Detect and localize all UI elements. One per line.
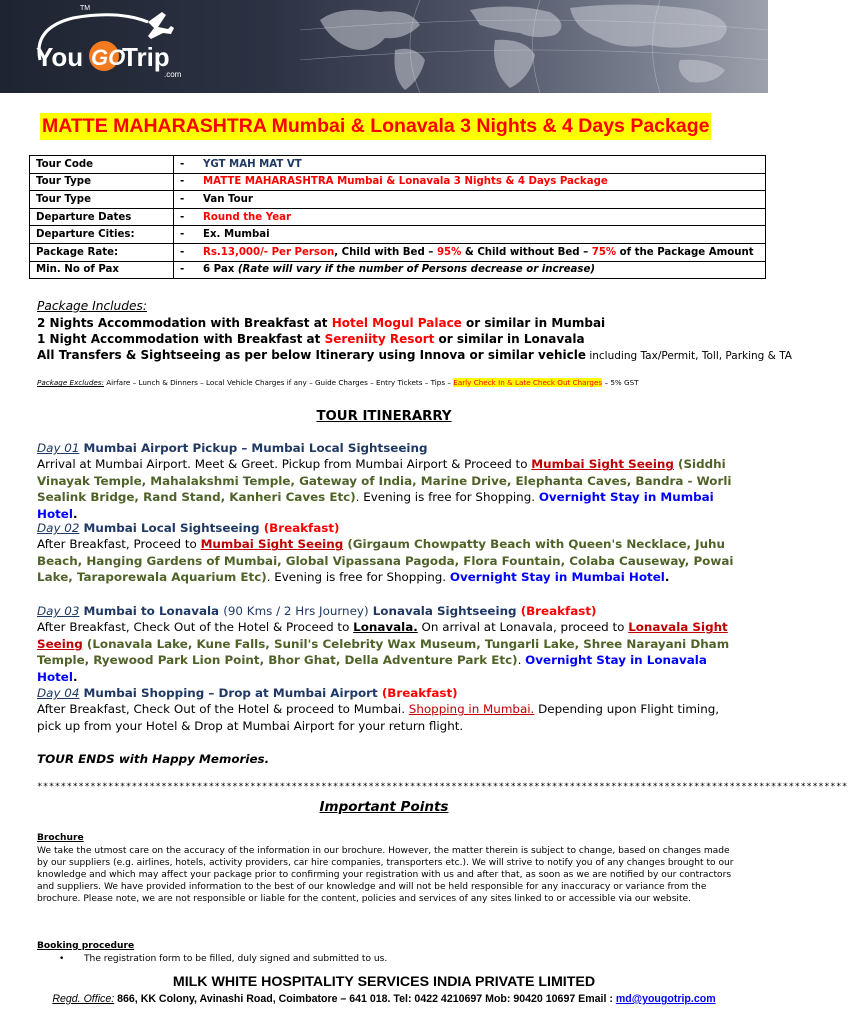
day-01-block <box>37 440 737 522</box>
include-line-1 <box>37 315 605 331</box>
company-name: MILK WHITE HOSPITALITY SERVICES INDIA PRIVATE LIMITED <box>172 974 596 990</box>
hotel-name: Sereniity Resort <box>324 332 435 346</box>
row-separator: - <box>174 173 198 191</box>
tour-type-value: Van Tour <box>197 191 766 209</box>
meal-info: (Breakfast) <box>381 686 458 700</box>
min-pax-value <box>197 261 766 279</box>
office-address: 866, KK Colony, Avinashi Road, Coimbatore – 641 018. Tel: 0422 4210697 Mob: 90420 10697 Email : <box>114 993 616 1005</box>
excludes-text: Airfare – Lunch & Dinners – Local Vehicle Charges if any – Guide Charges – Entry Tickets – Tips – <box>103 378 454 387</box>
row-separator: - <box>174 226 198 244</box>
row-key: Departure Dates <box>30 208 174 226</box>
booking-heading: Booking procedure <box>37 941 135 951</box>
include-line-3 <box>37 347 792 364</box>
day-text: After Breakfast, Proceed to <box>37 537 201 552</box>
day-text: . <box>72 506 78 521</box>
include-line-2 <box>37 331 585 347</box>
excludes-highlight: Early Check In & Late Check Out Charges <box>453 378 603 387</box>
rate-text: & Child without Bed – <box>461 246 592 258</box>
include-text: All Transfers & Sightseeing as per below Itinerary using Innova or similar vehicle <box>37 348 586 362</box>
day-text: On arrival at Lonavala, proceed to <box>417 620 629 635</box>
rate-text: , Child with Bed – <box>334 246 437 258</box>
excludes-line <box>37 378 639 387</box>
day-text: . Evening is free for Shopping. <box>266 570 450 585</box>
sightseeing-link[interactable]: Mumbai Sight Seeing <box>200 537 344 552</box>
brochure-heading: Brochure <box>37 833 84 843</box>
brochure-text: We take the utmost care on the accuracy of the information in our brochure. However, the matter therein is subject to change, based on changes made by our suppliers (e.g. airlines, hotels, activity providers, car hire companies, transporters etc.). We will strive to notify you of any changes brought to our knowledge and which may affect your package prior to confirming your registration with us and after that, as soon as we are notified by our contractors and suppliers. We have provided information to the best of our knowledge and will not be held responsible for any inaccuracy or variance from the brochure. Please note, we are not responsible or liable for the content, policies and services of any sites linked to or accessible via our website. <box>37 846 734 905</box>
day-text: . <box>72 669 78 684</box>
row-separator: - <box>174 243 198 261</box>
pax-count: 6 Pax <box>203 264 235 276</box>
footer-contact <box>0 993 768 1005</box>
child-with-bed-percent: 95% <box>436 246 462 258</box>
table-row <box>30 191 766 209</box>
day-label: Day 02 <box>37 521 80 535</box>
day-03-block <box>37 603 737 685</box>
day-label: Day 03 <box>37 604 80 618</box>
sightseeing-link[interactable]: Mumbai Sight Seeing <box>531 457 674 472</box>
destination: Lonavala. <box>353 620 418 635</box>
world-map-graphic <box>300 0 768 93</box>
yougotrip-logo <box>18 5 228 88</box>
row-key: Tour Code <box>30 156 174 174</box>
row-key: Package Rate: <box>30 243 174 261</box>
important-points-heading: Important Points <box>319 799 449 815</box>
svg-text:TM: TM <box>80 5 91 12</box>
day-text: . <box>664 570 670 585</box>
distance-info: (90 Kms / 2 Hrs Journey) <box>223 604 369 618</box>
package-rate-value <box>197 243 766 261</box>
day-text: . Evening is free for Shopping. <box>355 490 539 505</box>
day-text: Arrival at Mumbai Airport. Meet & Greet. Pickup from Mumbai Airport & Proceed to <box>37 457 532 472</box>
departure-dates-value: Round the Year <box>197 208 766 226</box>
rate-text: of the Package Amount <box>616 246 754 258</box>
row-separator: - <box>174 191 198 209</box>
row-key: Min. No of Pax <box>30 261 174 279</box>
departure-cities-value: Ex. Mumbai <box>197 226 766 244</box>
day-title: Mumbai to Lonavala <box>79 604 224 618</box>
table-row <box>30 243 766 261</box>
day-04-block <box>37 685 737 734</box>
table-row <box>30 208 766 226</box>
overnight-stay: Overnight Stay in Mumbai Hotel <box>449 570 665 585</box>
svg-text:GO: GO <box>91 45 126 70</box>
header-banner <box>0 0 768 93</box>
day-label: Day 01 <box>37 441 80 455</box>
excludes-label: Package Excludes: <box>37 378 104 387</box>
day-label: Day 04 <box>37 686 80 700</box>
row-separator: - <box>174 261 198 279</box>
overnight-stay: Overnight Stay in Lonavala Hotel <box>37 653 707 684</box>
package-info-table <box>29 155 766 279</box>
places-list: (Lonavala Lake, Kune Falls, Sunil's Celebrity Wax Museum, Tungarli Lake, Shree Narayani Dham Temple, Ryewood Park Lion Point, Bhor Ghat, Della Adventure Park Etc) <box>37 636 730 668</box>
row-key: Departure Cities: <box>30 226 174 244</box>
svg-text:.com: .com <box>164 70 182 79</box>
row-separator: - <box>174 208 198 226</box>
overnight-stay: Overnight Stay in Mumbai Hotel <box>37 490 714 521</box>
rate-amount: Rs.13,000/- Per Person <box>203 246 335 258</box>
hotel-name: Hotel Mogul Palace <box>331 316 462 330</box>
airplane-icon <box>148 12 174 39</box>
day-text: After Breakfast, Check Out of the Hotel & proceed to Mumbai. <box>37 702 409 717</box>
includes-heading: Package Includes: <box>37 299 147 313</box>
day-text: . <box>517 653 526 668</box>
meal-info: (Breakfast) <box>520 604 597 618</box>
table-row <box>30 156 766 174</box>
tour-type-value: MATTE MAHARASHTRA Mumbai & Lonavala 3 Nights & 4 Days Package <box>197 173 766 191</box>
booking-list <box>37 953 742 965</box>
day-title: Mumbai Airport Pickup – Mumbai Local Sightseeing <box>79 441 428 455</box>
include-text: 1 Night Accommodation with Breakfast at <box>37 332 325 346</box>
tour-ends: TOUR ENDS with Happy Memories. <box>37 752 270 766</box>
places-list: (Girgaum Chowpatty Beach with Queen's Necklace, Juhu Beach, Hanging Gardens of Mumbai, Global Vipassana Pagoda, Flora Fountain, Colaba Causeway, Powai Lake, Taraporewala Aquarium Etc) <box>37 537 734 585</box>
separator-stars: ***************************************************************************************************************************************** <box>37 782 848 792</box>
include-text: 2 Nights Accommodation with Breakfast at <box>37 316 332 330</box>
day-title: Lonavala Sightseeing <box>368 604 521 618</box>
tour-code-value: YGT MAH MAT VT <box>197 156 766 174</box>
day-text: Depending upon Flight timing, pick up from your Hotel & Drop at Mumbai Airport for your return flight. <box>37 702 720 733</box>
table-row <box>30 226 766 244</box>
pax-note: (Rate will vary if the number of Persons decrease or increase) <box>237 264 596 276</box>
office-label: Regd. Office: <box>52 993 115 1005</box>
itinerary-heading: TOUR ITINERARRY <box>316 409 452 424</box>
day-title: Mumbai Shopping – Drop at Mumbai Airport <box>79 686 382 700</box>
email-link[interactable]: md@yougotrip.com <box>615 993 716 1005</box>
row-key: Tour Type <box>30 191 174 209</box>
meal-info: (Breakfast) <box>263 521 340 535</box>
svg-text:You: You <box>36 42 84 72</box>
include-text: or similar in Mumbai <box>461 316 606 330</box>
list-item: The registration form to be filled, duly signed and submitted to us. <box>84 954 388 964</box>
day-02-block <box>37 520 737 586</box>
svg-text:Trip: Trip <box>122 42 170 72</box>
places-list: (Siddhi Vinayak Temple, Mahalakshmi Temple, Gateway of India, Marine Drive, Elephanta Caves, Bandra - Worli Sealink Bridge, Rand Stand, Kanheri Caves Etc) <box>37 457 732 505</box>
row-key: Tour Type <box>30 173 174 191</box>
shopping-link[interactable]: Shopping in Mumbai. <box>408 702 535 717</box>
table-row <box>30 261 766 279</box>
day-text: After Breakfast, Check Out of the Hotel & Proceed to <box>37 620 354 635</box>
include-text: or similar in Lonavala <box>434 332 585 346</box>
package-title: MATTE MAHARASHTRA Mumbai & Lonavala 3 Nights & 4 Days Package <box>40 113 711 140</box>
include-text-small: including Tax/Permit, Toll, Parking & TA <box>586 350 792 362</box>
day-title: Mumbai Local Sightseeing <box>79 521 264 535</box>
table-row <box>30 173 766 191</box>
row-separator: - <box>174 156 198 174</box>
sightseeing-link[interactable]: Lonavala Sight Seeing <box>37 620 728 651</box>
excludes-text: – 5% GST <box>602 378 639 387</box>
bullet-icon: • <box>59 954 65 964</box>
child-without-bed-percent: 75% <box>591 246 617 258</box>
